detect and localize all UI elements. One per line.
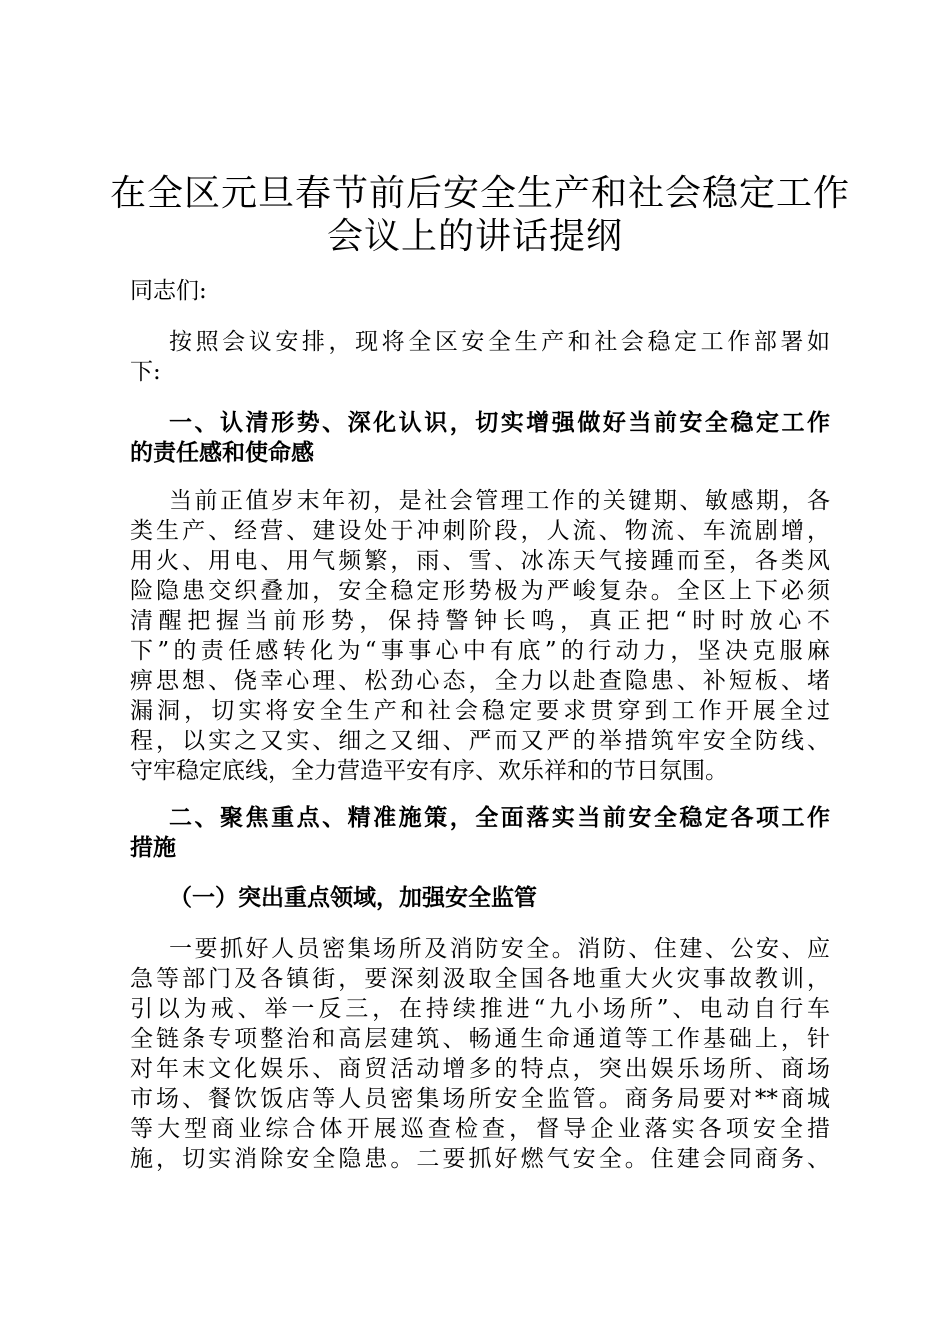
subsection1-body-line: 全链条专项整治和高层建筑、畅通生命通道等工作基础上，针 — [130, 1026, 830, 1052]
subsection1-body-line: 一要抓好人员密集场所及消防安全。消防、住建、公安、应 — [169, 936, 830, 962]
subsection1-body-line: 对年末文化娱乐、商贸活动增多的特点，突出娱乐场所、商场 — [130, 1056, 830, 1082]
subsection1-body-line: 市场、餐饮饭店等人员密集场所安全监管。商务局要对**商城 — [130, 1086, 830, 1112]
section1-body-line: 清醒把握当前形势，保持警钟长鸣，真正把“时时放心不 — [130, 608, 830, 634]
subsection1-body-line: 急等部门及各镇街，要深刻汲取全国各地重大火灾事故教训， — [130, 966, 830, 992]
section1-heading-line-1: 一、认清形势、深化认识，切实增强做好当前安全稳定工作 — [169, 409, 830, 436]
section1-body-line: 程，以实之又实、细之又细、严而又严的举措筑牢安全防线、 — [130, 728, 830, 754]
section1-body-line: 用火、用电、用气频繁，雨、雪、冰冻天气接踵而至，各类风 — [130, 548, 830, 574]
section1-body-line: 类生产、经营、建设处于冲刺阶段，人流、物流、车流剧增， — [130, 518, 830, 544]
section1-body-line: 险隐患交织叠加，安全稳定形势极为严峻复杂。全区上下必须 — [130, 578, 830, 604]
salutation: 同志们: — [130, 278, 207, 304]
subsection1-body-line: 引以为戒、举一反三，在持续推进“九小场所”、电动自行车 — [130, 996, 830, 1022]
section1-body-line: 下”的责任感转化为“事事心中有底”的行动力，坚决克服麻 — [130, 638, 830, 664]
section1-body-line: 痹思想、侥幸心理、松劲心态，全力以赴查隐患、补短板、堵 — [130, 668, 830, 694]
subsection1-body-line: 施，切实消除安全隐患。二要抓好燃气安全。住建会同商务、 — [130, 1146, 830, 1172]
section2-heading-line-1: 二、聚焦重点、精准施策，全面落实当前安全稳定各项工作 — [169, 804, 830, 831]
document-title-line-2: 会议上的讲话提纲 — [326, 216, 623, 257]
subsection1-heading: （一）突出重点领域，加强安全监管 — [169, 884, 537, 911]
section2-heading-line-2: 措施 — [130, 834, 176, 861]
intro-line-2: 下: — [130, 359, 161, 385]
section1-body-line: 漏洞，切实将安全生产和社会稳定要求贯穿到工作开展全过 — [130, 698, 830, 724]
section1-heading-line-2: 的责任感和使命感 — [130, 439, 314, 466]
intro-line-1: 按照会议安排，现将全区安全生产和社会稳定工作部署如 — [169, 329, 830, 355]
document-title-line-1: 在全区元旦春节前后安全生产和社会稳定工作 — [110, 173, 851, 214]
section1-body-line: 当前正值岁末年初，是社会管理工作的关键期、敏感期，各 — [169, 488, 830, 514]
section1-body-line: 守牢稳定底线，全力营造平安有序、欢乐祥和的节日氛围。 — [130, 758, 728, 784]
subsection1-body-line: 等大型商业综合体开展巡查检查，督导企业落实各项安全措 — [130, 1116, 830, 1142]
